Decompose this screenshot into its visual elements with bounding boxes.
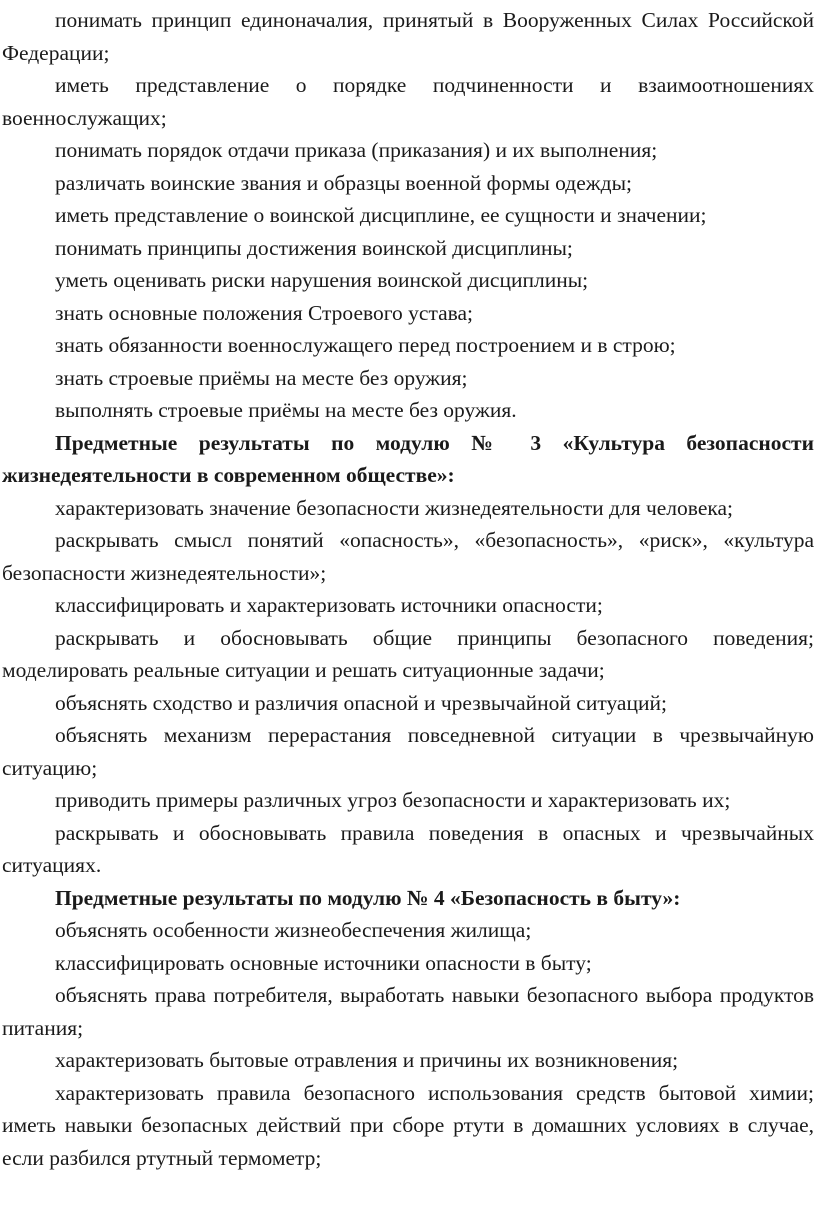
paragraph-26: характеризовать правила безопасного использования средств бытовой химии; иметь навыки безопасных действий при сборе ртути в домашних условиях в случае, если разбился ртутный термометр;	[2, 1080, 814, 1170]
paragraph-1: понимать принцип единоначалия, принятый в Вооруженных Силах Российской Федерации;	[2, 8, 814, 65]
paragraph-24: объяснять права потребителя, выработать навыки безопасного выбора продуктов питания;	[2, 983, 814, 1040]
paragraph-17: объяснять сходство и различия опасной и чрезвычайной ситуаций;	[55, 690, 667, 715]
section-heading-module-3: Предметные результаты по модулю № 3 «Культура безопасности жизнедеятельности в современном обществе»:	[2, 430, 814, 487]
paragraph-2: иметь представление о порядке подчиненности и взаимоотношениях военнослужащих;	[2, 73, 814, 130]
paragraph-14: раскрывать смысл понятий «опасность», «безопасность», «риск», «культура безопасности жизнедеятельности»;	[2, 528, 814, 585]
paragraph-4: различать воинские звания и образцы военной формы одежды;	[55, 170, 632, 195]
section-heading-module-4: Предметные результаты по модулю № 4 «Безопасность в быту»:	[55, 885, 681, 910]
paragraph-3: понимать порядок отдачи приказа (приказания) и их выполнения;	[55, 138, 658, 162]
paragraph-5: иметь представление о воинской дисциплине, ее сущности и значении;	[55, 203, 707, 227]
paragraph-22: объяснять особенности жизнеобеспечения жилища;	[55, 918, 532, 942]
paragraph-20: раскрывать и обосновывать правила поведения в опасных и чрезвычайных ситуациях.	[2, 820, 814, 877]
paragraph-23: классифицировать основные источники опасности в быту;	[55, 950, 592, 975]
paragraph-18: объяснять механизм перерастания повседневной ситуации в чрезвычайную ситуацию;	[2, 723, 814, 780]
paragraph-8: знать основные положения Строевого устава;	[55, 300, 474, 325]
paragraph-10: знать строевые приёмы на месте без оружия;	[55, 365, 468, 390]
paragraph-13: характеризовать значение безопасности жизнедеятельности для человека;	[55, 495, 733, 520]
paragraph-25: характеризовать бытовые отравления и причины их возникновения;	[55, 1048, 679, 1072]
paragraph-7: уметь оценивать риски нарушения воинской дисциплины;	[55, 268, 589, 292]
paragraph-6: понимать принципы достижения воинской дисциплины;	[55, 235, 573, 260]
paragraph-15: классифицировать и характеризовать источники опасности;	[55, 593, 603, 617]
paragraph-16: раскрывать и обосновывать общие принципы безопасного поведения; моделировать реальные ситуации и решать ситуационные задачи;	[2, 625, 814, 682]
paragraph-11: выполнять строевые приёмы на месте без оружия.	[55, 398, 517, 422]
paragraph-19: приводить примеры различных угроз безопасности и характеризовать их;	[55, 788, 731, 812]
paragraph-9: знать обязанности военнослужащего перед построением и в строю;	[55, 333, 676, 357]
